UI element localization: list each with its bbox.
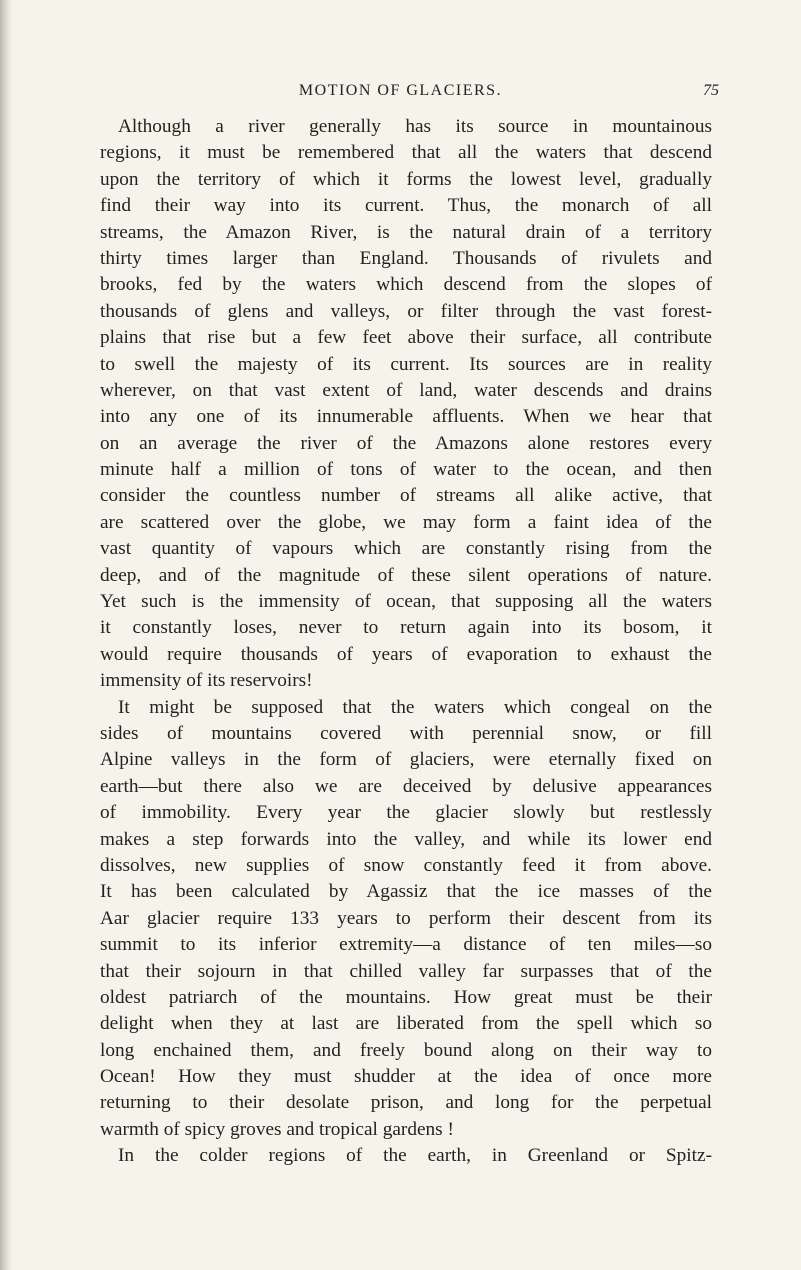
text-line: minute half a million of tons of water to the ocean, and then bbox=[100, 459, 712, 481]
text-line: to swell the majesty of its current. Its sources are in reality bbox=[100, 353, 712, 375]
text-line: of immobility. Every year the glacier slowly but restlessly bbox=[100, 802, 712, 824]
text-line: plains that rise but a few feet above their surface, all contribute bbox=[100, 327, 712, 349]
body-text bbox=[100, 114, 712, 1170]
text-line: long enchained them, and freely bound along on their way to bbox=[100, 1039, 712, 1061]
text-line: would require thousands of years of evaporation to exhaust the bbox=[100, 643, 712, 665]
text-line: sides of mountains covered with perennial snow, or fill bbox=[100, 722, 712, 744]
text-line: thirty times larger than England. Thousands of rivulets and bbox=[100, 247, 712, 269]
text-line: It might be supposed that the waters which congeal on the bbox=[118, 696, 712, 718]
text-line: Aar glacier require 133 years to perform their descent from its bbox=[100, 907, 712, 929]
text-line: warmth of spicy groves and tropical gardens ! bbox=[100, 1118, 454, 1140]
text-line: wherever, on that vast extent of land, water descends and drains bbox=[100, 379, 712, 401]
text-line: streams, the Amazon River, is the natural drain of a territory bbox=[100, 221, 712, 243]
text-line: In the colder regions of the earth, in Greenland or Spitz- bbox=[118, 1145, 712, 1167]
text-line: it constantly loses, never to return again into its bosom, it bbox=[100, 617, 712, 639]
text-line: earth—but there also we are deceived by delusive appearances bbox=[100, 775, 712, 797]
text-line: thousands of glens and valleys, or filter through the vast forest- bbox=[100, 300, 712, 322]
text-line: immensity of its reservoirs! bbox=[100, 670, 313, 692]
paragraph bbox=[100, 1143, 712, 1169]
paragraph bbox=[100, 695, 712, 1144]
text-line: are scattered over the globe, we may form a faint idea of the bbox=[100, 511, 712, 533]
paragraph bbox=[100, 114, 712, 695]
text-line: Alpine valleys in the form of glaciers, were eternally fixed on bbox=[100, 749, 712, 771]
text-line: delight when they at last are liberated from the spell which so bbox=[100, 1013, 712, 1035]
text-line: summit to its inferior extremity—a distance of ten miles—so bbox=[100, 934, 712, 956]
running-title: MOTION OF GLACIERS. bbox=[298, 82, 503, 99]
text-line: find their way into its current. Thus, the monarch of all bbox=[100, 195, 712, 217]
text-line: on an average the river of the Amazons alone restores every bbox=[100, 432, 712, 454]
text-line: dissolves, new supplies of snow constantly feed it from above. bbox=[100, 854, 712, 876]
text-line: oldest patriarch of the mountains. How great must be their bbox=[100, 986, 712, 1008]
text-line: that their sojourn in that chilled valley far surpasses that of the bbox=[100, 960, 712, 982]
text-line: Yet such is the immensity of ocean, that supposing all the waters bbox=[100, 591, 712, 613]
page-number: 75 bbox=[703, 82, 719, 99]
text-line: returning to their desolate prison, and long for the perpetual bbox=[100, 1092, 712, 1114]
running-head bbox=[0, 82, 801, 106]
text-line: Although a river generally has its source in mountainous bbox=[118, 116, 712, 137]
text-line: consider the countless number of streams all alike active, that bbox=[100, 485, 712, 507]
text-line: makes a step forwards into the valley, and while its lower end bbox=[100, 828, 712, 850]
text-line: deep, and of the magnitude of these silent operations of nature. bbox=[100, 564, 712, 586]
text-line: Ocean! How they must shudder at the idea of once more bbox=[100, 1066, 712, 1088]
text-line: It has been calculated by Agassiz that the ice masses of the bbox=[100, 881, 712, 903]
text-line: into any one of its innumerable affluents. When we hear that bbox=[100, 406, 712, 428]
text-line: upon the territory of which it forms the lowest level, gradually bbox=[100, 168, 712, 190]
text-line: vast quantity of vapours which are constantly rising from the bbox=[100, 538, 712, 560]
text-line: brooks, fed by the waters which descend from the slopes of bbox=[100, 274, 712, 296]
text-line: regions, it must be remembered that all the waters that descend bbox=[100, 142, 712, 164]
